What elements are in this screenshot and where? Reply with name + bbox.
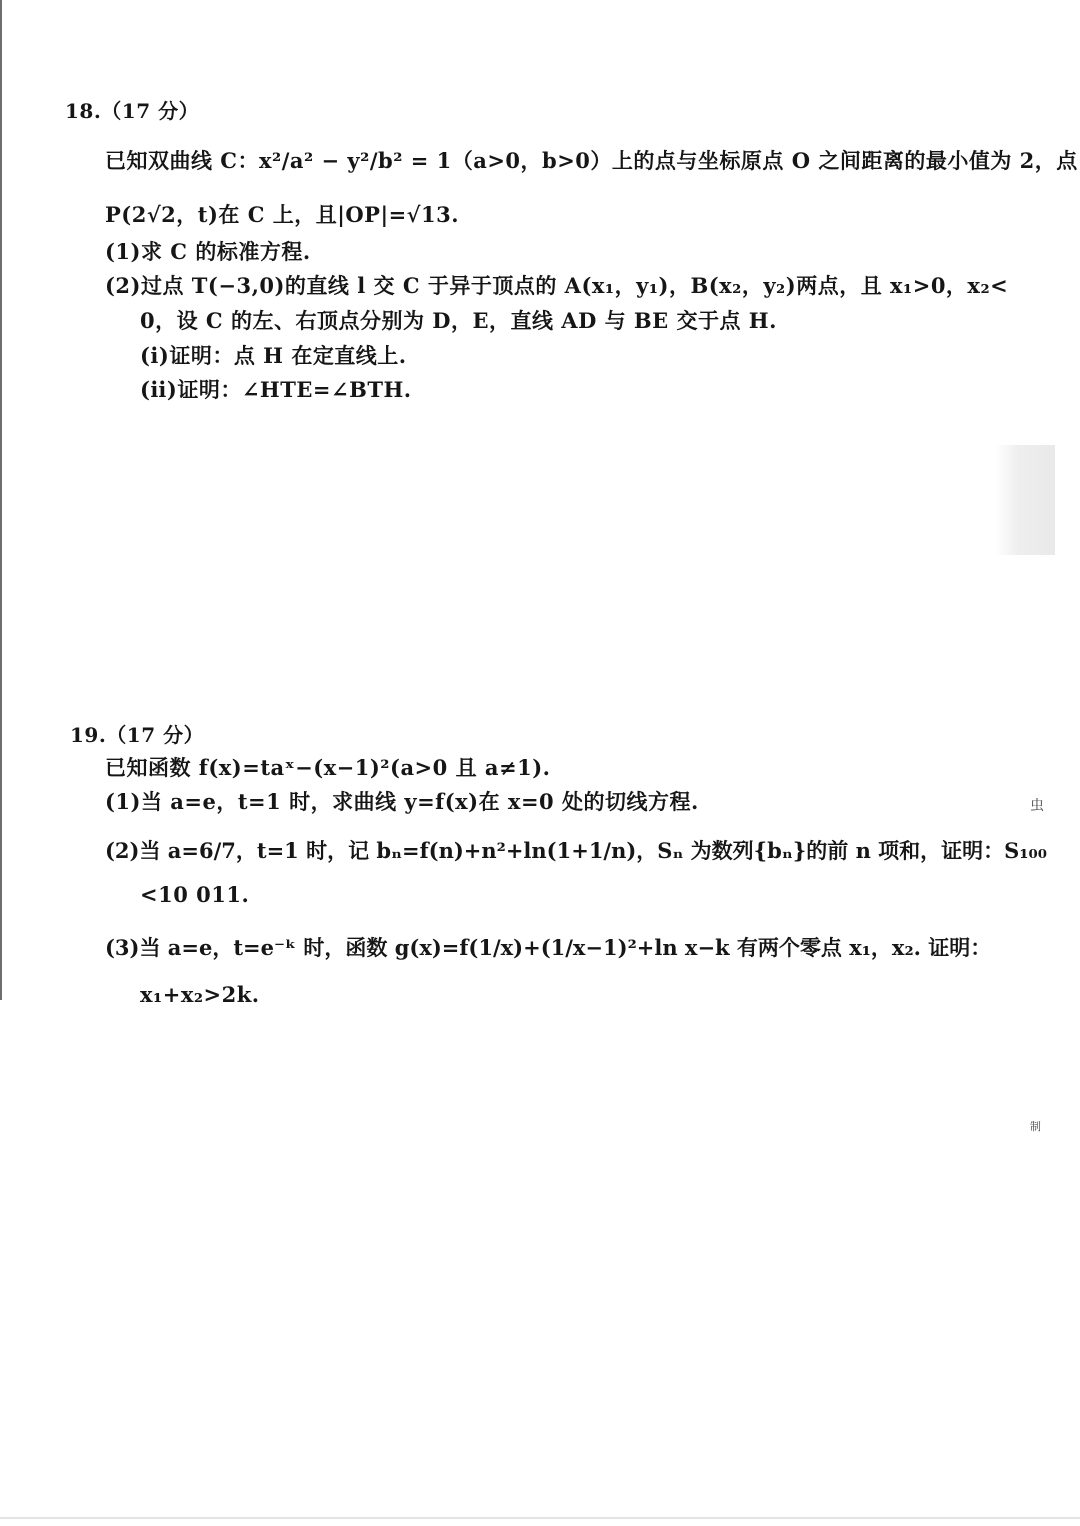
q19-line-1: 已知函数 f(x)=taˣ−(x−1)²(a>0 且 a≠1). — [105, 755, 551, 780]
q18-line-2: P(2√2，t)在 C 上，且|OP|=√13. — [105, 202, 460, 227]
q18-line-7: (ⅱ)证明：∠HTE=∠BTH. — [140, 377, 412, 402]
q18-line-6: (ⅰ)证明：点 H 在定直线上. — [140, 343, 407, 368]
q19-line-4: <10 011. — [140, 882, 250, 907]
q19-line-5: (3)当 a=e，t=e⁻ᵏ 时，函数 g(x)=f(1/x)+(1/x−1)²+ln x−k 有两个零点 x₁，x₂. 证明： — [105, 935, 992, 960]
q18-header: 18.（17 分） — [65, 99, 200, 123]
scan-shadow — [995, 445, 1055, 555]
q19-header: 19.（17 分） — [70, 723, 205, 747]
q18-line-3: (1)求 C 的标准方程. — [105, 239, 311, 264]
q19-line-2: (1)当 a=e，t=1 时，求曲线 y=f(x)在 x=0 处的切线方程. — [105, 789, 699, 814]
q18-line-4: (2)过点 T(−3,0)的直线 l 交 C 于异于顶点的 A(x₁，y₁)，B(x₂，y₂)两点，且 x₁>0，x₂< — [105, 273, 1009, 298]
scan-left-edge — [0, 0, 2, 1000]
q18-line-5: 0，设 C 的左、右顶点分别为 D，E，直线 AD 与 BE 交于点 H. — [140, 308, 777, 333]
margin-mark-2: 制 — [1030, 1120, 1041, 1133]
scan-bottom-edge — [0, 1517, 1080, 1519]
q19-line-6: x₁+x₂>2k. — [140, 982, 260, 1007]
margin-mark-1: 虫 — [1030, 798, 1044, 814]
q18-line-1: 已知双曲线 C：x²/a² − y²/b² = 1（a>0，b>0）上的点与坐标原点 O 之间距离的最小值为 2，点 — [105, 148, 1078, 173]
q19-line-3: (2)当 a=6/7，t=1 时，记 bₙ=f(n)+n²+ln(1+1/n)，Sₙ 为数列{bₙ}的前 n 项和，证明：S₁₀₀ — [105, 838, 1047, 863]
